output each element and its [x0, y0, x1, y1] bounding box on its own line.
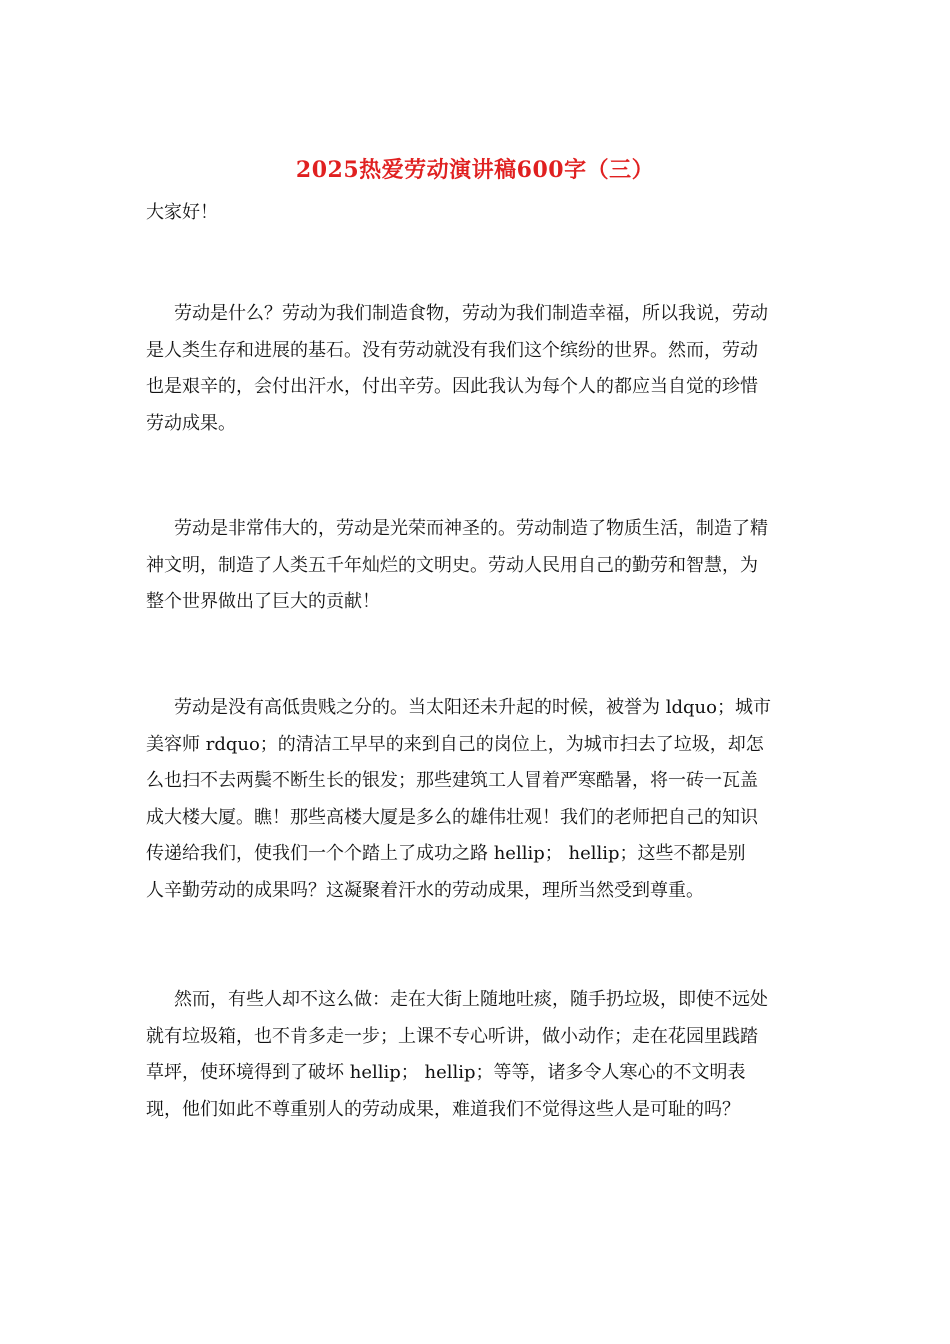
paragraph-line: 么也扫不去两鬓不断生长的银发；那些建筑工人冒着严寒酷暑，将一砖一瓦盖 [146, 770, 758, 791]
paragraph-2 [146, 511, 816, 621]
paragraph-line: 传递给我们，使我们一个个踏上了成功之路 hellip； hellip；这些不都是别 [146, 843, 746, 864]
paragraph-3 [146, 690, 816, 909]
paragraph-line: 就有垃圾箱，也不肯多走一步；上课不专心听讲，做小动作；走在花园里践踏 [146, 1025, 758, 1047]
paragraph-line: 整个世界做出了巨大的贡献！ [146, 591, 380, 612]
paragraph-line: 劳动成果。 [146, 412, 236, 434]
paragraph-line: 劳动是非常伟大的，劳动是光荣而神圣的。劳动制造了物质生活，制造了精 [174, 518, 768, 539]
paragraph-line: 现，他们如此不尊重别人的劳动成果，难道我们不觉得这些人是可耻的吗？ [146, 1098, 740, 1120]
paragraph-line: 劳动是没有高低贵贱之分的。当太阳还未升起的时候，被誉为 ldquo；城市 [174, 697, 771, 718]
paragraph-line: 美容师 rdquo；的清洁工早早的来到自己的岗位上，为城市扫去了垃圾，却怎 [146, 733, 764, 755]
paragraph-line: 然而，有些人却不这么做：走在大街上随地吐痰，随手扔垃圾，即使不远处 [174, 989, 768, 1010]
paragraph-line: 成大楼大厦。瞧！那些高楼大厦是多么的雄伟壮观！我们的老师把自己的知识 [146, 806, 758, 828]
paragraph-4 [146, 982, 816, 1128]
greeting-text: 大家好！ [146, 202, 218, 223]
paragraph-line: 神文明，制造了人类五千年灿烂的文明史。劳动人民用自己的勤劳和智慧，为 [146, 554, 758, 576]
document-title: 2025热爱劳动演讲稿600字（三） [295, 157, 655, 183]
paragraph-1 [146, 296, 816, 442]
paragraph-line: 是人类生存和进展的基石。没有劳动就没有我们这个缤纷的世界。然而，劳动 [146, 339, 758, 361]
paragraph-line: 人辛勤劳动的成果吗？这凝聚着汗水的劳动成果，理所当然受到尊重。 [146, 879, 704, 901]
paragraph-line: 草坪，使环境得到了破坏 hellip； hellip；等等，诸多令人寒心的不文明表 [146, 1062, 746, 1083]
paragraph-line: 也是艰辛的，会付出汗水，付出辛劳。因此我认为每个人的都应当自觉的珍惜 [146, 376, 758, 397]
paragraph-line: 劳动是什么？劳动为我们制造食物，劳动为我们制造幸福，所以我说，劳动 [174, 303, 768, 324]
